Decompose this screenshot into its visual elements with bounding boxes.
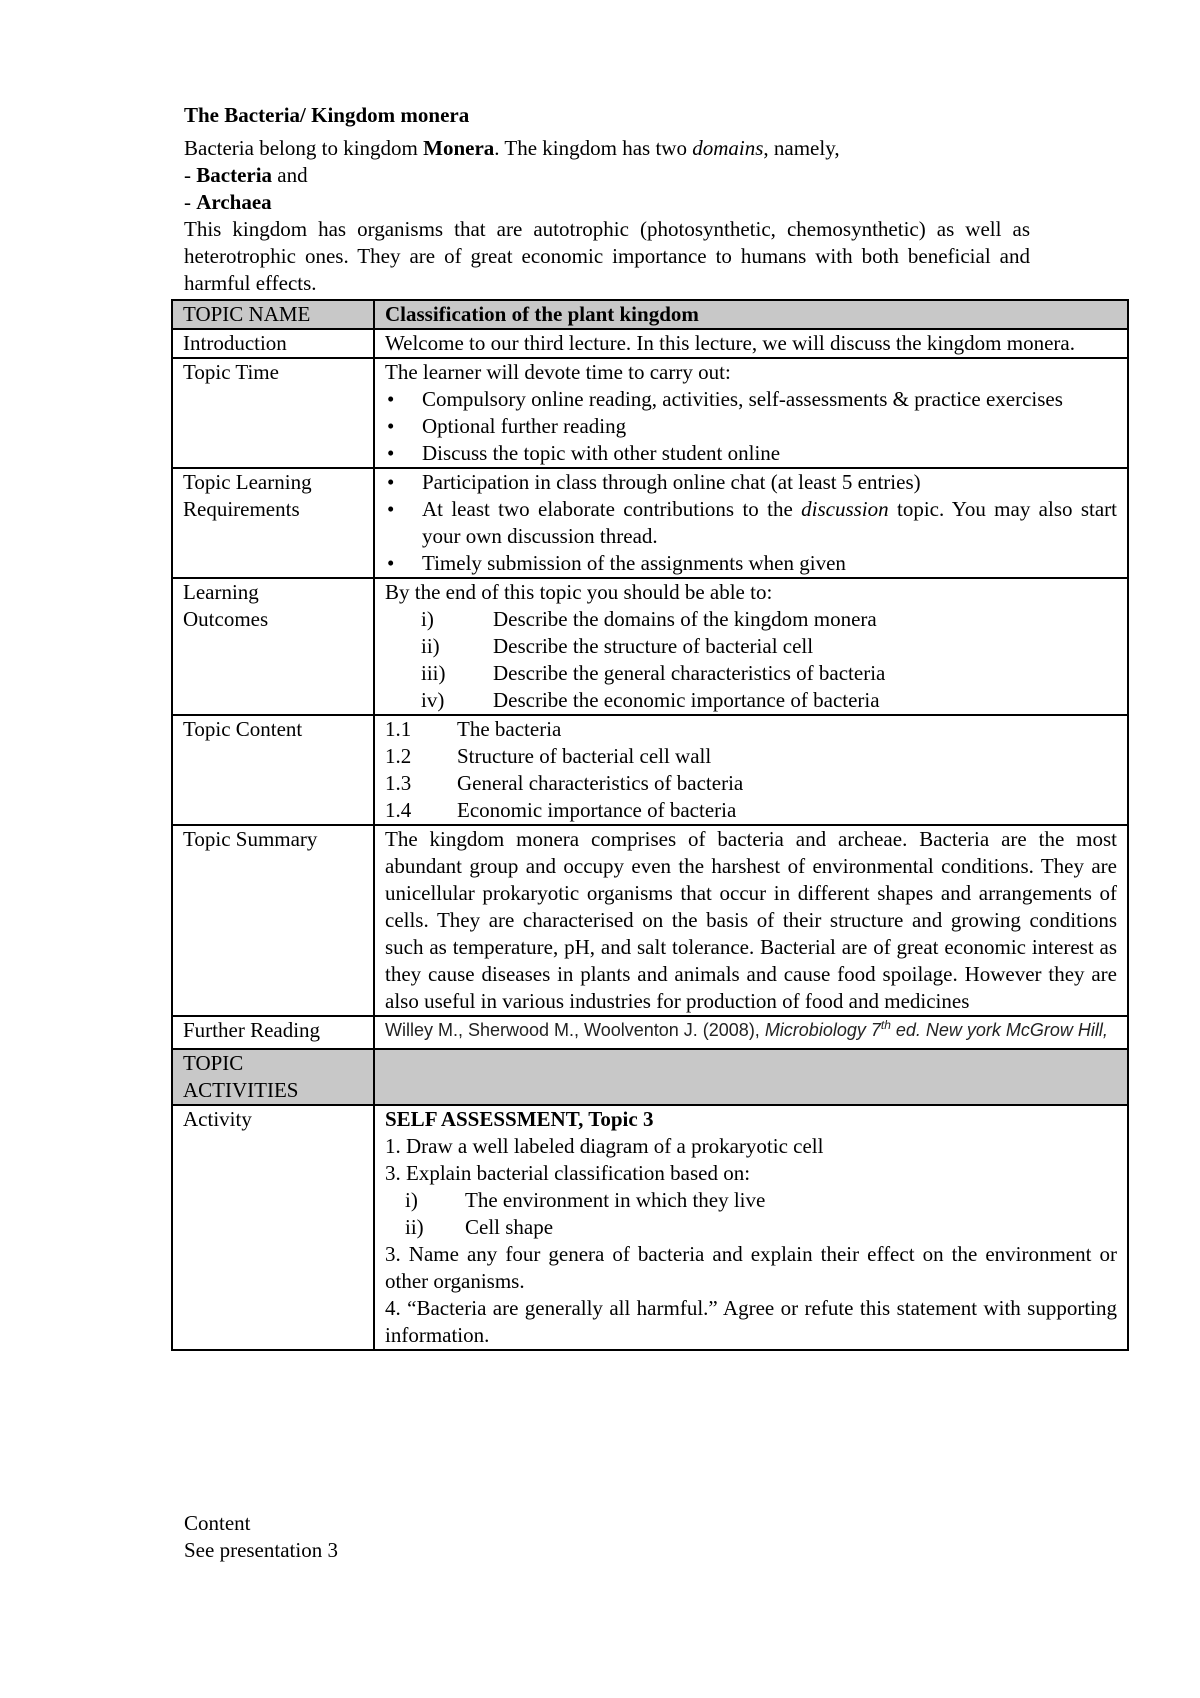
content-item [385, 716, 1117, 743]
outcome-num: ii) [421, 634, 440, 658]
domain-name: Archaea [196, 190, 272, 214]
cell-introduction: Welcome to our third lecture. In this lecture, we will discuss the kingdom monera. [374, 329, 1128, 358]
activity-question: 3. Name any four genera of bacteria and explain their effect on the environment or other organisms. [385, 1242, 1117, 1293]
topic-table [171, 299, 1129, 1351]
content-text: Structure of bacterial cell wall [457, 744, 712, 768]
label-line-1 [183, 469, 363, 496]
cell-label [172, 578, 374, 715]
list-item [385, 550, 1117, 577]
cell-empty [374, 1049, 1128, 1105]
intro-paragraph-2: This kingdom has organisms that are autotrophic (photosynthetic, chemosynthetic) as well as heterotrophic ones. They are of great economic importance to humans with both beneficial and harmful effects. [184, 217, 1030, 295]
content-num: 1.2 [385, 744, 412, 768]
sub-num: ii) [405, 1215, 424, 1239]
italic-discussion: discussion [801, 497, 889, 521]
intro-bold-monera: Monera [423, 136, 495, 160]
row-topic-time [172, 358, 1128, 468]
footer-section [184, 1510, 338, 1564]
activity-sub-item [385, 1214, 1117, 1241]
reading-italic: Microbiology 7 [764, 1020, 881, 1040]
cell-activity [374, 1105, 1128, 1350]
cell-label [172, 1049, 374, 1105]
list-item [385, 413, 1117, 440]
topic-time-list [385, 386, 1117, 467]
cell-label: Activity [172, 1105, 374, 1350]
cell-topic-time [374, 358, 1128, 468]
content-num: 1.1 [385, 717, 412, 741]
activity-question: 4. “Bacteria are generally all harmful.” Agree or refute this statement with supporting information. [385, 1296, 1117, 1347]
list-item-text: Participation in class through online chat (at least 5 entries) [422, 470, 921, 494]
bullet-icon: • [387, 414, 395, 438]
cell-label: Topic Time [172, 358, 374, 468]
label-line-2: Outcomes [183, 607, 269, 631]
intro-text: Bacteria belong to kingdom [184, 136, 424, 160]
intro-italic-domains: domains [692, 136, 764, 160]
content-item [385, 743, 1117, 770]
cell-topic-summary: The kingdom monera comprises of bacteria and archeae. Bacteria are the most abundant group and occupy even the harshest of environmental conditions. They are unicellular prokaryotic organisms that occur in different shapes and arrangements of cells. They are characterised on the basis of their structure and growing conditions such as temperature, pH, and salt tolerance. Bacterial are of great economic interest as they cause diseases in plants and animals and cause food spoilage. However they are also useful in various industries for production of food and medicines [374, 825, 1128, 1016]
footer-content-label: Content [184, 1511, 251, 1535]
dash: - [184, 190, 197, 214]
activity-title: SELF ASSESSMENT, Topic 3 [385, 1107, 654, 1131]
row-further-reading [172, 1016, 1128, 1049]
intro-text: . The kingdom has two [494, 136, 693, 160]
domain-rest: and [272, 163, 308, 187]
cell-label: Topic Content [172, 715, 374, 825]
row-topic-activities [172, 1049, 1128, 1105]
label-line-1: Learning [183, 580, 259, 604]
intro-text: , namely, [763, 136, 840, 160]
domain-item-archaea [184, 189, 1030, 216]
page-title: The Bacteria/ Kingdom monera [184, 103, 470, 127]
list-item [385, 469, 1117, 496]
row-topic-content [172, 715, 1128, 825]
outcome-item [385, 633, 1117, 660]
outcome-num: iii) [421, 661, 446, 685]
bullet-icon: • [387, 387, 395, 411]
outcome-item [385, 606, 1117, 633]
row-introduction [172, 329, 1128, 358]
cell-further-reading [374, 1016, 1128, 1049]
sub-num: i) [405, 1188, 418, 1212]
content-text: General characteristics of bacteria [457, 771, 744, 795]
requirements-list [385, 469, 1117, 577]
content-text: The bacteria [457, 717, 562, 741]
content-item [385, 797, 1117, 824]
bullet-icon: • [387, 497, 395, 521]
list-item-text: Optional further reading [422, 414, 627, 438]
cell-topic-name: Classification of the plant kingdom [374, 300, 1128, 329]
outcome-num: i) [421, 607, 434, 631]
outcomes-lead: By the end of this topic you should be able to: [385, 580, 773, 604]
outcome-item [385, 660, 1117, 687]
outcome-num: iv) [421, 688, 445, 712]
label-line-2: ACTIVITIES [183, 1078, 299, 1102]
label-line-2: Requirements [183, 497, 300, 521]
domain-name: Bacteria [196, 163, 273, 187]
content-text: Economic importance of bacteria [457, 798, 737, 822]
row-learning-requirements [172, 468, 1128, 578]
cell-learning-requirements [374, 468, 1128, 578]
cell-label: TOPIC NAME [172, 300, 374, 329]
list-item-text: topic. You may also start your own discussion thread. [422, 497, 1117, 548]
intro-section [184, 102, 1030, 297]
outcome-text: Describe the economic importance of bacteria [493, 688, 880, 712]
activity-sub-item [385, 1187, 1117, 1214]
cell-label: Topic Summary [172, 825, 374, 1016]
reading-superscript: th [880, 1018, 891, 1032]
cell-label [172, 468, 374, 578]
row-topic-summary [172, 825, 1128, 1016]
sub-text: The environment in which they live [465, 1188, 766, 1212]
reading-text: Willey M., Sherwood M., Woolventon J. (2008), [385, 1020, 765, 1040]
list-item [385, 440, 1117, 467]
row-topic-name [172, 300, 1128, 329]
list-item [385, 386, 1117, 413]
bullet-icon: • [387, 551, 395, 575]
domain-item-bacteria [184, 162, 1030, 189]
label-line-1: TOPIC [183, 1051, 244, 1075]
row-activity [172, 1105, 1128, 1350]
topic-time-lead: The learner will devote time to carry out: [385, 360, 731, 384]
cell-learning-outcomes [374, 578, 1128, 715]
bullet-icon: • [387, 470, 395, 494]
cell-label: Introduction [172, 329, 374, 358]
footer-presentation-ref: See presentation 3 [184, 1538, 338, 1562]
list-item-text: Discuss the topic with other student online [422, 441, 781, 465]
list-item-text: Compulsory online reading, activities, self-assessments & practice exercises [422, 387, 1063, 411]
outcome-text: Describe the general characteristics of bacteria [493, 661, 886, 685]
content-num: 1.3 [385, 771, 412, 795]
cell-label: Further Reading [172, 1016, 374, 1049]
row-learning-outcomes [172, 578, 1128, 715]
label-text: Topic Learning [183, 470, 312, 494]
content-item [385, 770, 1117, 797]
dash: - [184, 163, 197, 187]
reading-italic: ed. New york McGrow Hill, [890, 1020, 1108, 1040]
outcome-item [385, 687, 1117, 714]
list-item-text: Timely submission of the assignments when given [422, 551, 846, 575]
outcome-text: Describe the structure of bacterial cell [493, 634, 814, 658]
activity-question: 3. Explain bacterial classification based on: [385, 1161, 751, 1185]
intro-paragraph-1 [184, 135, 1030, 162]
bullet-icon: • [387, 441, 395, 465]
activity-question: 1. Draw a well labeled diagram of a prokaryotic cell [385, 1134, 824, 1158]
list-item [385, 496, 1117, 550]
list-item-text: At least two elaborate contributions to the [422, 497, 802, 521]
sub-text: Cell shape [465, 1215, 554, 1239]
cell-topic-content [374, 715, 1128, 825]
content-num: 1.4 [385, 798, 412, 822]
outcome-text: Describe the domains of the kingdom monera [493, 607, 877, 631]
